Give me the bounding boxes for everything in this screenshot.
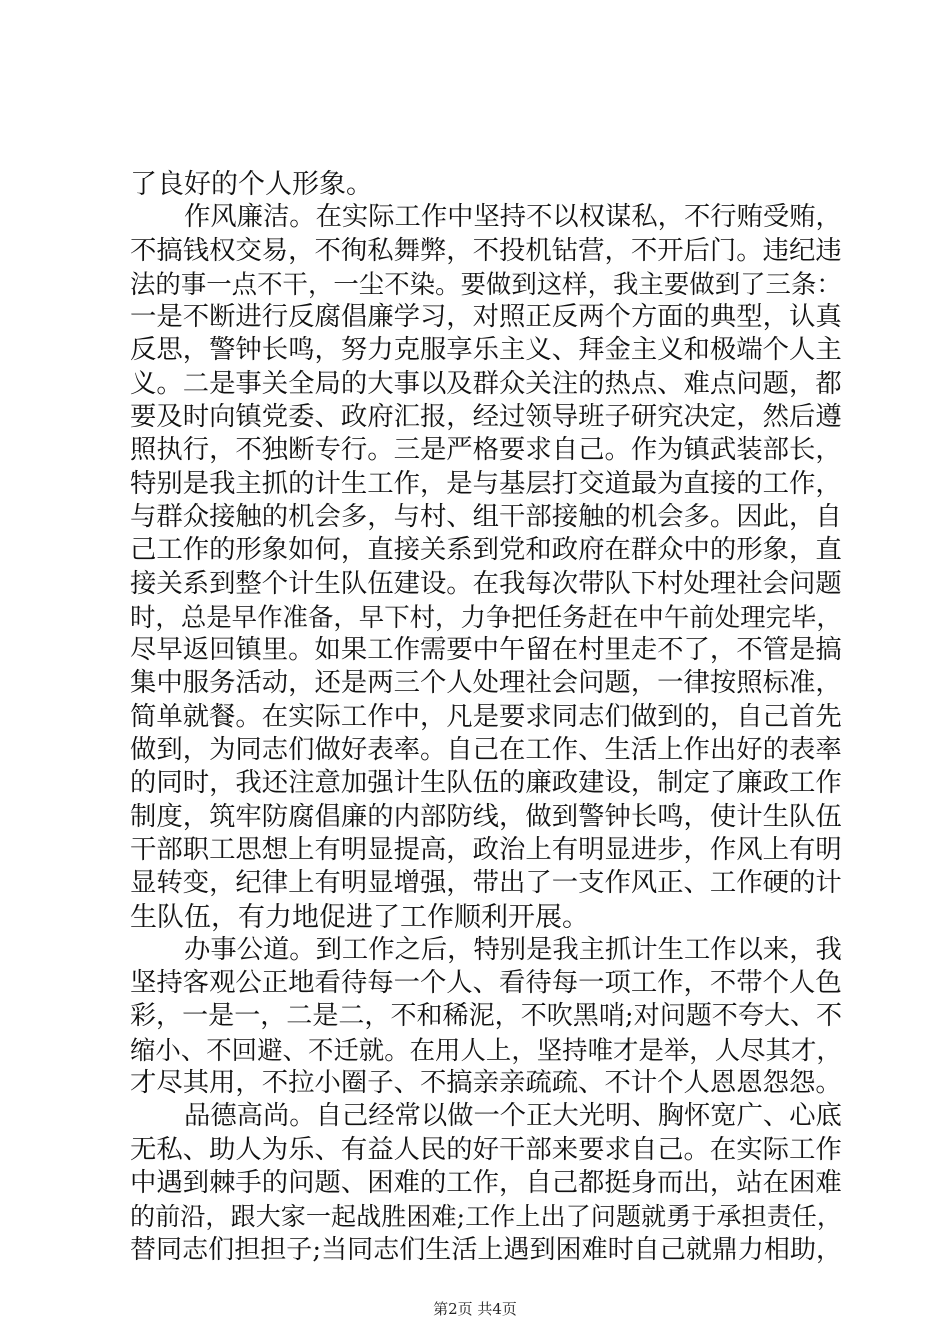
text-line: 照执行，不独断专行。三是严格要求自己。作为镇武装部长， <box>130 435 842 466</box>
text-line: 不搞钱权交易，不徇私舞弊，不投机钻营，不开后门。违纪违 <box>130 235 842 266</box>
text-line: 反思，警钟长鸣，努力克服享乐主义、拜金主义和极端个人主 <box>130 335 842 366</box>
text-line: 法的事一点不干，一尘不染。要做到这样，我主要做到了三条： <box>130 268 842 299</box>
text-line: 才尽其用，不拉小圈子、不搞亲亲疏疏、不计个人恩恩怨怨。 <box>130 1068 842 1099</box>
text-line: 显转变，纪律上有明显增强，带出了一支作风正、工作硬的计 <box>130 868 842 899</box>
text-line: 简单就餐。在实际工作中，凡是要求同志们做到的，自己首先 <box>130 701 842 732</box>
text-line: 一是不断进行反腐倡廉学习，对照正反两个方面的典型，认真 <box>130 302 842 333</box>
text-line: 替同志们担担子;当同志们生活上遇到困难时自己就鼎力相助， <box>130 1234 843 1265</box>
text-line: 接关系到整个计生队伍建设。在我每次带队下村处理社会问题 <box>130 568 842 599</box>
text-line: 的同时，我还注意加强计生队伍的廉政建设，制定了廉政工作 <box>130 768 842 799</box>
text-line: 干部职工思想上有明显提高，政治上有明显进步，作风上有明 <box>130 834 842 865</box>
paragraph-first-line: 作风廉洁。在实际工作中坚持不以权谋私，不行贿受贿， <box>184 202 842 233</box>
text-line: 己工作的形象如何，直接关系到党和政府在群众中的形象，直 <box>130 535 842 566</box>
text-line: 做到，为同志们做好表率。自己在工作、生活上作出好的表率 <box>130 735 842 766</box>
text-line: 中遇到棘手的问题、困难的工作，自己都挺身而出，站在困难 <box>130 1167 842 1198</box>
paragraph-first-line: 办事公道。到工作之后，特别是我主抓计生工作以来，我 <box>184 934 842 965</box>
paragraph-first-line: 品德高尚。自己经常以做一个正大光明、胸怀宽广、心底 <box>184 1101 842 1132</box>
text-line: 制度，筑牢防腐倡廉的内部防线，做到警钟长鸣，使计生队伍 <box>130 801 842 832</box>
text-line: 坚持客观公正地看待每一个人、看待每一项工作，不带个人色 <box>130 968 842 999</box>
text-line: 集中服务活动，还是两三个人处理社会问题，一律按照标准， <box>130 668 842 699</box>
text-line: 了良好的个人形象。 <box>130 169 373 200</box>
page-number-footer: 第2页 共4页 <box>433 1300 517 1318</box>
text-line: 无私、助人为乐、有益人民的好干部来要求自己。在实际工作 <box>130 1134 842 1165</box>
text-line: 缩小、不回避、不迁就。在用人上，坚持唯才是举，人尽其才， <box>130 1034 842 1065</box>
text-line: 要及时向镇党委、政府汇报，经过领导班子研究决定，然后遵 <box>130 402 842 433</box>
text-line: 义。二是事关全局的大事以及群众关注的热点、难点问题，都 <box>130 368 842 399</box>
text-line: 的前沿，跟大家一起战胜困难;工作上出了问题就勇于承担责任， <box>130 1202 842 1232</box>
body-text <box>130 168 842 1267</box>
text-line: 生队伍，有力地促进了工作顺利开展。 <box>130 901 589 933</box>
text-line: 时，总是早作准备，早下村，力争把任务赶在中午前处理完毕， <box>130 601 842 632</box>
text-line: 彩，一是一，二是二，不和稀泥，不吹黑哨;对问题不夸大、不 <box>130 1001 843 1032</box>
text-line: 特别是我主抓的计生工作，是与基层打交道最为直接的工作， <box>130 468 842 499</box>
text-line: 与群众接触的机会多，与村、组干部接触的机会多。因此，自 <box>130 501 842 532</box>
text-line: 尽早返回镇里。如果工作需要中午留在村里走不了，不管是搞 <box>130 635 842 666</box>
